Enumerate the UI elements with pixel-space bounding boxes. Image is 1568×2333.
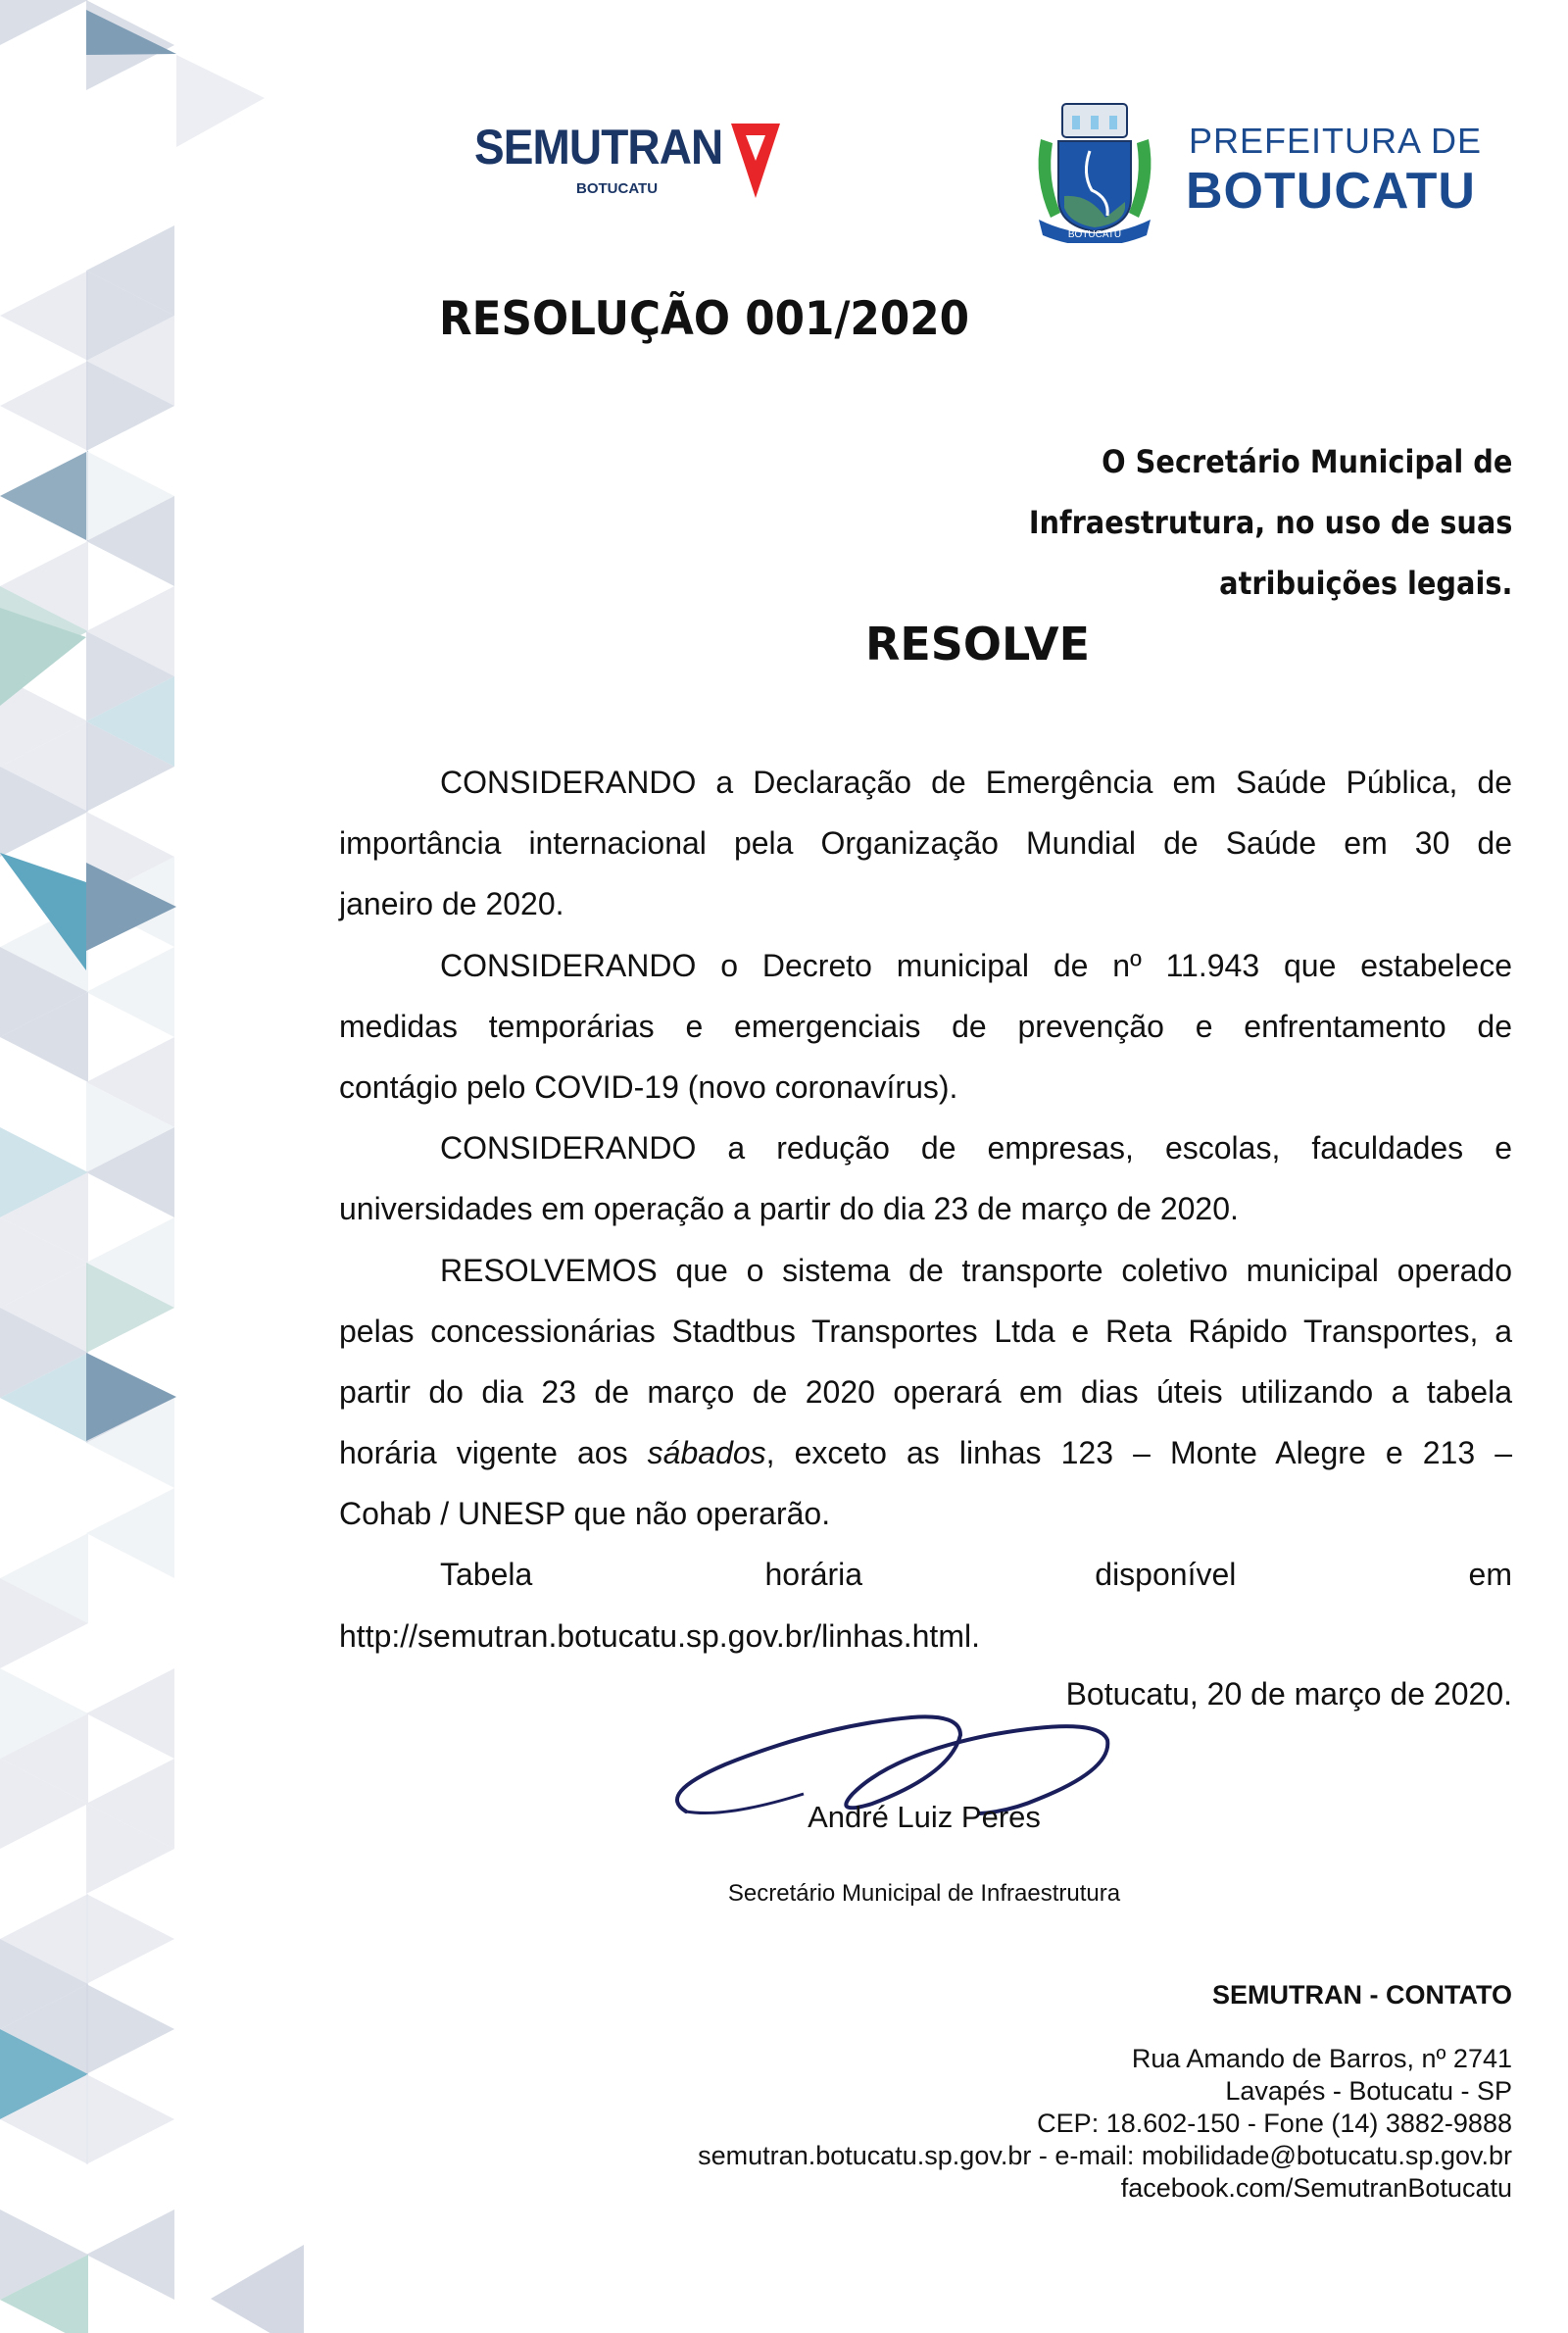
contact-heading: SEMUTRAN - CONTATO [1212, 1980, 1512, 2010]
decorative-triangle [86, 10, 176, 55]
decorative-triangle [86, 2209, 174, 2300]
prefeitura-logo-line2: BOTUCATU [1186, 163, 1476, 220]
contact-facebook: facebook.com/SemutranBotucatu [1120, 2173, 1512, 2203]
resolution-title: RESOLUÇÃO 001/2020 [439, 292, 970, 346]
contact-block [698, 2043, 1512, 2205]
decorative-triangle [86, 2074, 174, 2164]
text-segment: horária vigente aos [339, 1435, 648, 1471]
italic-text: sábados [647, 1435, 766, 1471]
semutran-logo-text: SEMUTRAN [474, 120, 723, 174]
prefeitura-logo-line1: PREFEITURA DE [1189, 121, 1483, 161]
semutran-logo [474, 122, 788, 210]
intro-line: O Secretário Municipal de [1101, 443, 1512, 480]
semutran-logo-mark [731, 124, 780, 202]
paragraph-line: universidades em operação a partir do dia 23 de março de 2020. [339, 1191, 1239, 1227]
decorative-triangle [211, 2245, 304, 2333]
signing-date: Botucatu, 20 de março de 2020. [1065, 1676, 1512, 1712]
paragraph-line: medidas temporárias e emergenciais de prevenção e enfrentamento de [339, 1008, 1512, 1044]
paragraph-line: CONSIDERANDO a redução de empresas, escolas, faculdades e [440, 1130, 1512, 1166]
paragraph-line: contágio pelo COVID-19 (novo coronavírus). [339, 1068, 958, 1105]
contact-address: Rua Amando de Barros, nº 2741 [1131, 2044, 1512, 2073]
signatory-name: André Luiz Peres [808, 1800, 1041, 1834]
decorative-triangle [86, 1984, 174, 2074]
paragraph-line: Tabela horária disponível em [440, 1557, 1512, 1593]
paragraph-line: janeiro de 2020. [339, 886, 564, 922]
botucatu-coat-of-arms [1031, 100, 1158, 243]
contact-phone: CEP: 18.602-150 - Fone (14) 3882-9888 [1037, 2109, 1512, 2138]
paragraph-line: http://semutran.botucatu.sp.gov.br/linhas.html. [339, 1617, 980, 1654]
crest-label: BOTUCATU [1067, 229, 1122, 240]
paragraph-line: CONSIDERANDO o Decreto municipal de nº 11.943 que estabelece [440, 947, 1512, 983]
text-segment: , exceto as linhas 123 – Monte Alegre e 213 – [765, 1435, 1513, 1471]
decorative-triangle [176, 55, 265, 147]
decorative-triangle [86, 1488, 174, 1578]
decorative-triangle [0, 0, 88, 45]
paragraph-line: RESOLVEMOS que o sistema de transporte coletivo municipal operado [440, 1252, 1512, 1288]
contact-web-email: semutran.botucatu.sp.gov.br - e-mail: mobilidade@botucatu.sp.gov.br [698, 2141, 1512, 2170]
paragraph-line [339, 1422, 1512, 1483]
decorative-triangle [86, 947, 174, 1037]
intro-block [1028, 431, 1512, 614]
decorative-triangle [0, 271, 88, 361]
intro-line: atribuições legais. [1218, 565, 1512, 602]
semutran-logo-subtitle: BOTUCATU [576, 180, 659, 197]
signatory-role: Secretário Municipal de Infraestrutura [727, 1880, 1121, 1907]
paragraph-line: CONSIDERANDO a Declaração de Emergência em Saúde Pública, de [440, 765, 1512, 800]
intro-line: Infraestrutura, no uso de suas [1028, 504, 1512, 541]
contact-district: Lavapés - Botucatu - SP [1225, 2076, 1512, 2106]
paragraph-line: Cohab / UNESP que não operarão. [339, 1496, 831, 1532]
paragraph-line: importância internacional pela Organização Mundial de Saúde em 30 de [339, 825, 1512, 862]
paragraph-line: pelas concessionárias Stadtbus Transportes Ltda e Reta Rápido Transportes, a [339, 1313, 1512, 1349]
resolve-heading: RESOLVE [864, 618, 1091, 670]
decorative-triangle [86, 1668, 174, 1759]
decorative-triangle [0, 451, 88, 541]
decorative-triangle-pattern [0, 0, 314, 2333]
resolution-body [339, 752, 1512, 1666]
decorative-triangle [0, 361, 88, 451]
paragraph-line: partir do dia 23 de março de 2020 operará em dias úteis utilizando a tabela [339, 1373, 1512, 1410]
